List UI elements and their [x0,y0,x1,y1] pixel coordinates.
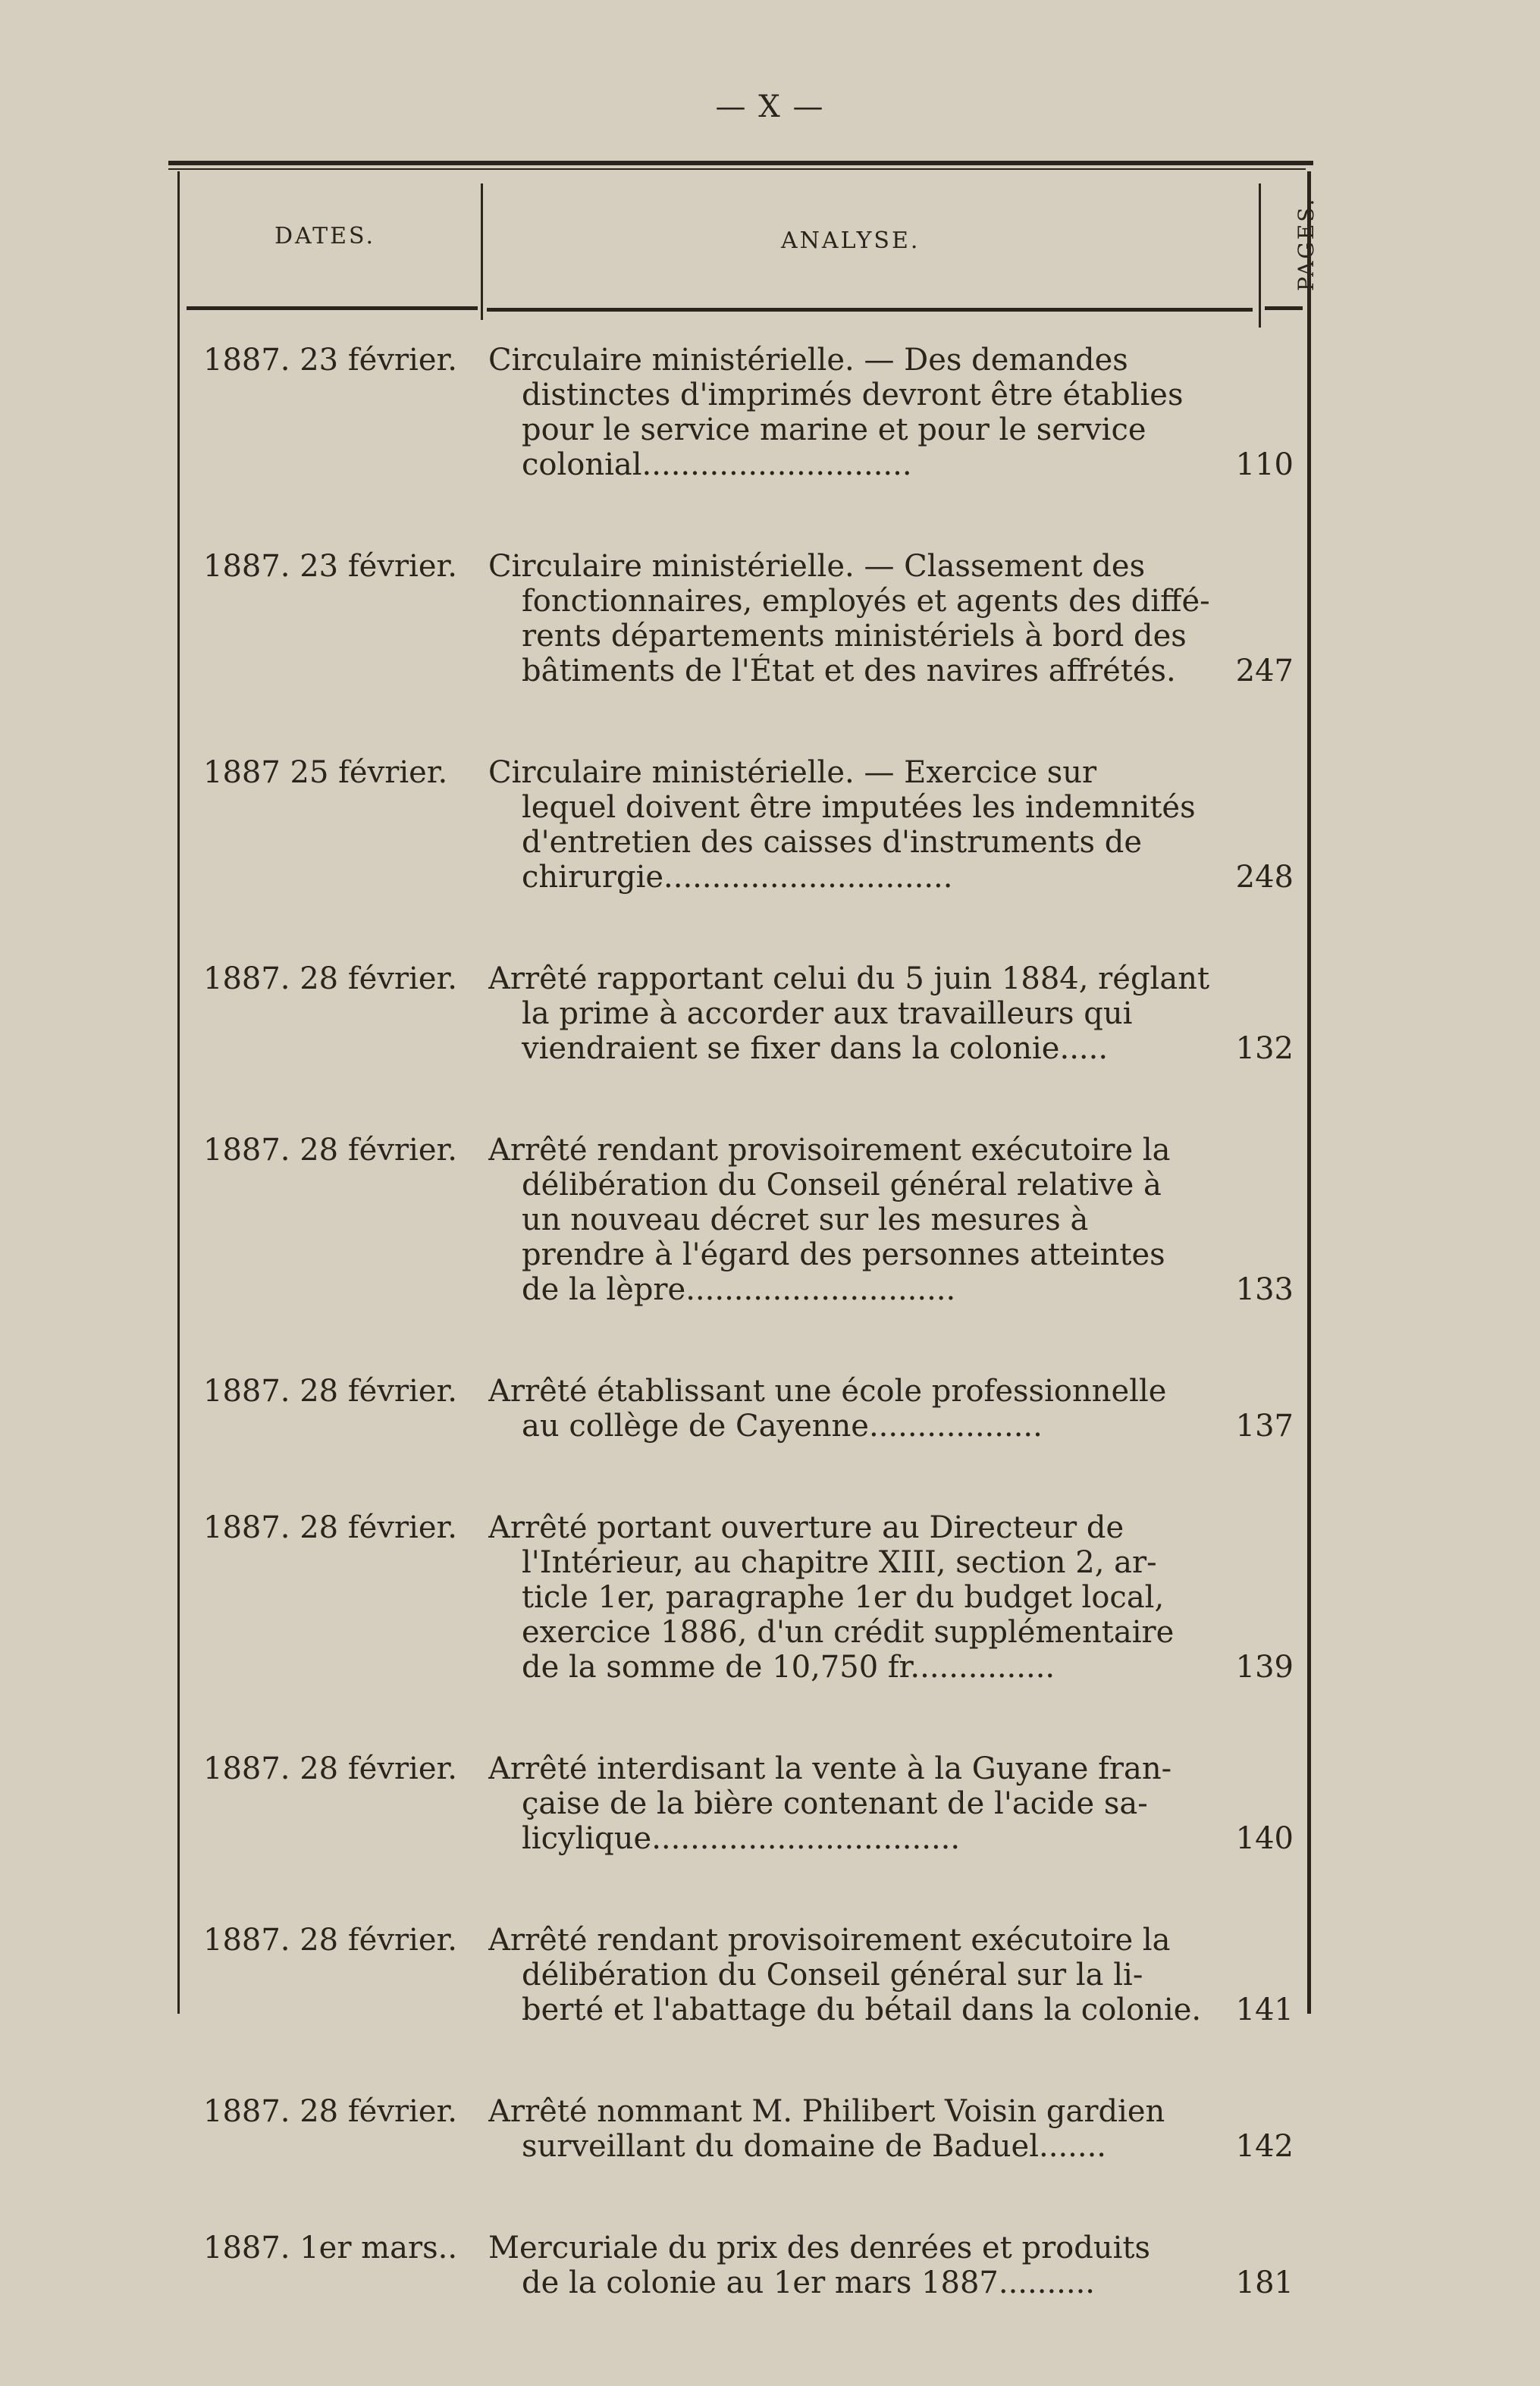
entry-page-number [1221,1751,1304,1856]
table-row [168,1133,1313,1307]
analysis-line: pour le service marine et pour le service [522,412,1146,447]
column-header-dates: DATES. [274,223,376,249]
entry-date: 1887. 28 février. [203,1510,457,1545]
entry-page-value: 140 [1235,1821,1294,1856]
entry-page-number [1221,1374,1304,1444]
entry-analysis [479,343,1221,482]
analysis-line: de la lèpre............................ [522,1272,956,1307]
analysis-line: surveillant du domaine de Baduel....... [522,2129,1107,2164]
analysis-line: colonial............................ [522,447,912,482]
analysis-line: Arrêté rendant provisoirement exécutoire la [488,1923,1171,1958]
entry-date: 1887 25 février. [203,755,448,790]
table-row [168,1374,1313,1444]
entry-date: 1887. 28 février. [203,961,457,996]
analysis-line: délibération du Conseil général relative à [522,1168,1162,1202]
entry-page-number [1221,549,1304,688]
dates-header-rule [187,306,478,310]
top-rule-thin [168,168,1306,170]
column-header-analysis: ANALYSE. [781,227,921,254]
entry-analysis [479,1133,1221,1307]
entry-page-number [1221,1133,1304,1307]
analysis-line: d'entretien des caisses d'instruments de [522,825,1143,860]
entry-page-number [1221,1510,1304,1685]
entry-date: 1887. 23 février. [203,343,457,378]
analysis-line: licylique................................ [522,1821,961,1856]
entry-page-value: 137 [1235,1409,1294,1444]
page-number: — X — [715,89,825,124]
entry-date: 1887. 28 février. [203,1923,457,1958]
entry-page-value: 181 [1235,2265,1294,2300]
entry-page-value: 141 [1235,1993,1294,2027]
entry-date: 1887. 28 février. [203,1374,457,1409]
analysis-line: distinctes d'imprimés devront être établies [522,378,1184,412]
entry-page-number [1221,2094,1304,2164]
entry-page-number [1221,1923,1304,2027]
entry-page-value: 133 [1235,1272,1294,1307]
analysis-line: Arrêté interdisant la vente à la Guyane fran- [488,1751,1172,1786]
entry-page-number [1221,755,1304,895]
analysis-header-rule [487,308,1253,312]
analysis-line: l'Intérieur, au chapitre XIII, section 2, ar- [522,1545,1157,1580]
analysis-line: rents départements ministériels à bord des [522,619,1187,654]
analysis-line: Circulaire ministérielle. — Exercice sur [488,755,1097,790]
analysis-line: Arrêté rapportant celui du 5 juin 1884, réglant [488,961,1210,996]
analysis-line: berté et l'abattage du bétail dans la colonie. [522,1993,1202,2027]
index-table [168,161,1319,2300]
analysis-line: la prime à accorder aux travailleurs qui [522,996,1133,1031]
entry-page-value: 139 [1235,1650,1294,1685]
analysis-line: viendraient se fixer dans la colonie..... [522,1031,1109,1066]
entry-date: 1887. 23 février. [203,549,457,584]
analysis-line: Circulaire ministérielle. — Classement des [488,549,1146,584]
entry-date: 1887. 28 février. [203,1133,457,1168]
dates-divider [481,183,483,320]
table-row [168,343,1313,482]
table-row [168,2231,1313,2300]
analysis-line: Arrêté nommant M. Philibert Voisin gardien [488,2094,1165,2129]
entry-date: 1887. 28 février. [203,1751,457,1786]
analysis-line: Arrêté portant ouverture au Directeur de [488,1510,1124,1545]
entry-analysis [479,1510,1221,1685]
analysis-line: bâtiments de l'État et des navires affrétés. [522,654,1176,688]
top-rule [168,161,1313,165]
entry-page-number [1221,961,1304,1066]
analysis-line: fonctionnaires, employés et agents des diffé- [522,584,1210,619]
analysis-line: de la somme de 10,750 fr............... [522,1650,1055,1685]
analysis-line: délibération du Conseil général sur la li- [522,1958,1143,1993]
analysis-line: Arrêté établissant une école professionnelle [488,1374,1167,1409]
table-row [168,1923,1313,2027]
analysis-line: Circulaire ministérielle. — Des demandes [488,343,1128,378]
entry-analysis [479,1374,1221,1444]
entry-analysis [479,1751,1221,1856]
entry-analysis [479,961,1221,1066]
entry-date: 1887. 28 février. [203,2094,457,2129]
analysis-line: prendre à l'égard des personnes atteintes [522,1237,1165,1272]
table-row [168,549,1313,688]
analysis-line: Mercuriale du prix des denrées et produits [488,2231,1151,2265]
analysis-line: ticle 1er, paragraphe 1er du budget local, [522,1580,1165,1615]
analysis-line: lequel doivent être imputées les indemnités [522,790,1196,825]
analysis-line: çaise de la bière contenant de l'acide sa- [522,1786,1148,1821]
entry-page-value: 132 [1235,1031,1294,1066]
table-row [168,755,1313,895]
entry-page-value: 110 [1235,447,1294,482]
entry-page-number [1221,343,1304,482]
table-row [168,2094,1313,2164]
table-row [168,1751,1313,1856]
entry-list [168,343,1313,2300]
analysis-line: chirurgie.............................. [522,860,953,895]
entry-page-number [1221,2231,1304,2300]
analysis-line: un nouveau décret sur les mesures à [522,1202,1089,1237]
entry-analysis [479,2094,1221,2164]
analysis-line: exercice 1886, d'un crédit supplémentaire [522,1615,1175,1650]
entry-page-value: 247 [1235,654,1294,688]
entry-page-value: 142 [1235,2129,1294,2164]
entry-date: 1887. 1er mars.. [203,2231,458,2265]
analysis-line: au collège de Cayenne.................. [522,1409,1043,1444]
entry-analysis [479,549,1221,688]
table-row [168,1510,1313,1685]
pages-header-rule [1265,306,1303,310]
column-header-pages: PAGES. [1294,196,1319,291]
entry-page-value: 248 [1235,860,1294,895]
table-row [168,961,1313,1066]
entry-analysis [479,755,1221,895]
entry-analysis [479,1923,1221,2027]
analysis-line: de la colonie au 1er mars 1887.......... [522,2265,1096,2300]
analysis-line: Arrêté rendant provisoirement exécutoire la [488,1133,1171,1168]
entry-analysis [479,2231,1221,2300]
